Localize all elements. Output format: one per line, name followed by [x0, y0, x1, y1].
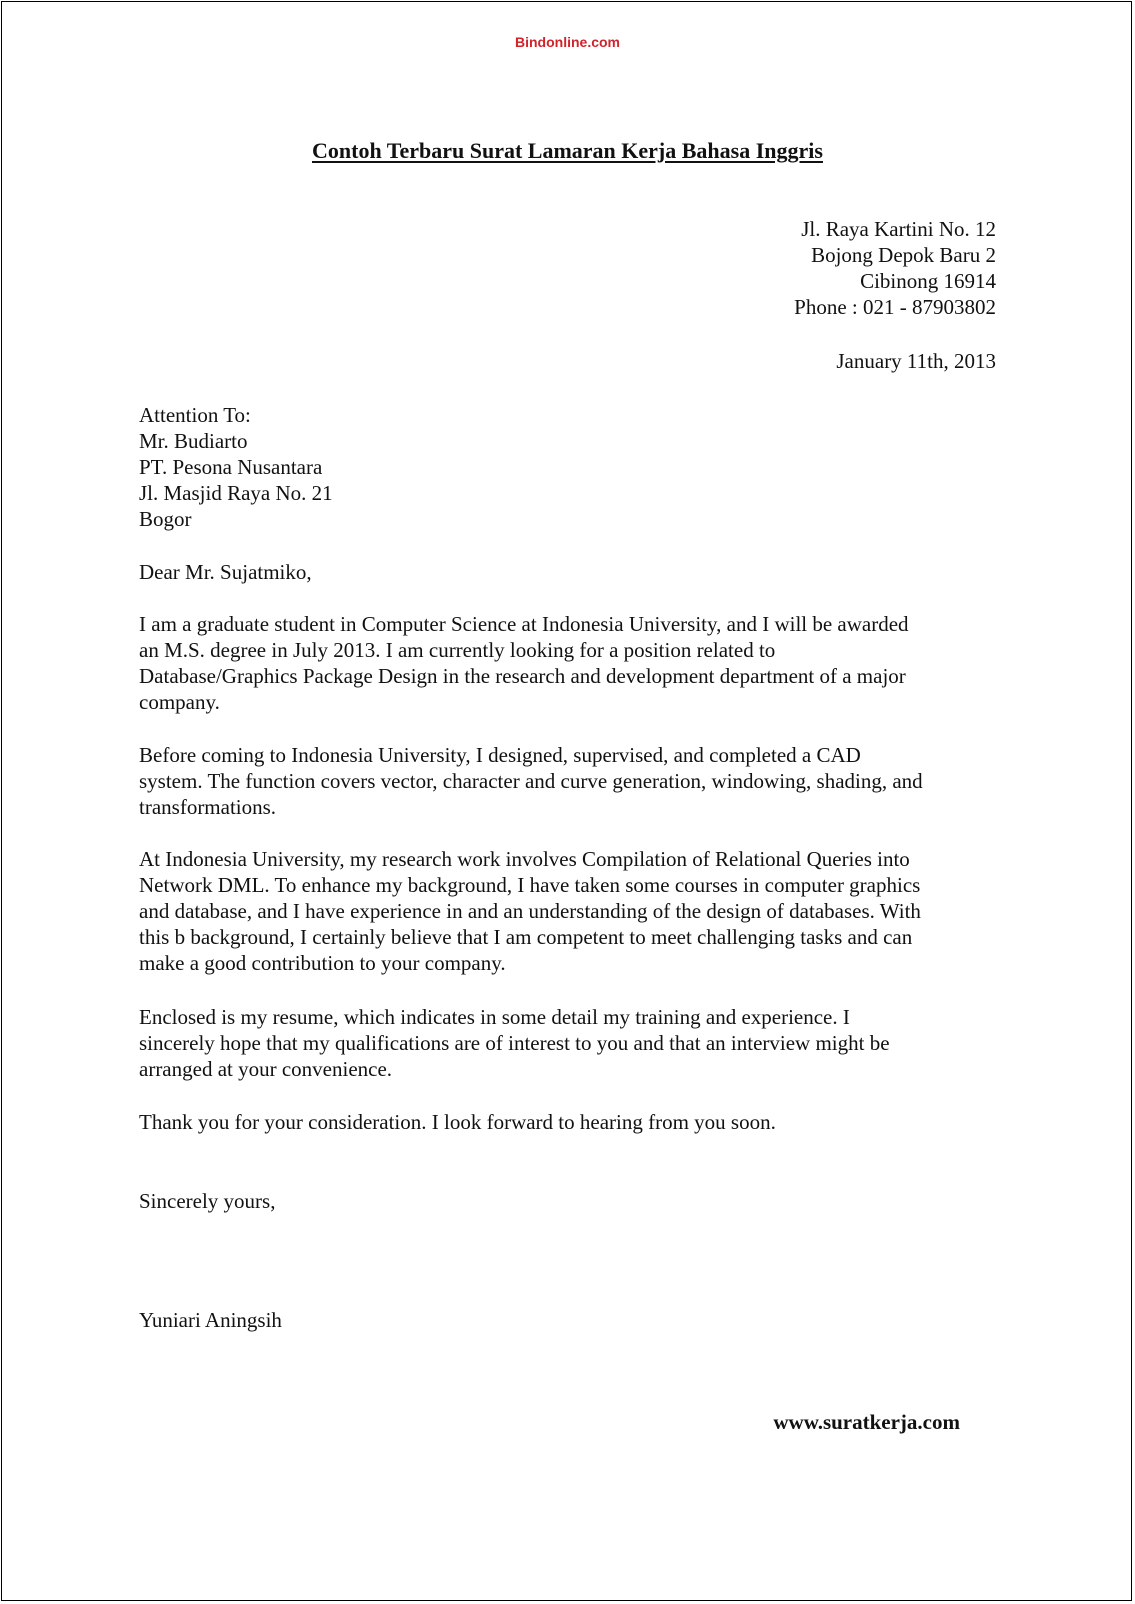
- recipient-attention: Attention To:: [139, 403, 251, 427]
- closing-phrase: Sincerely yours,: [139, 1189, 276, 1213]
- salutation: Dear Mr. Sujatmiko,: [139, 560, 312, 584]
- paragraph-line: and database, and I have experience in and an understanding of the design of databases. With: [139, 899, 921, 923]
- document-title: Contoh Terbaru Surat Lamaran Kerja Bahasa Inggris: [312, 138, 823, 163]
- body-paragraph: [139, 1004, 890, 1082]
- sender-address-line: Bojong Depok Baru 2: [811, 243, 996, 267]
- paragraph-line: Network DML. To enhance my background, I have taken some courses in computer graphics: [139, 873, 921, 897]
- sender-address-line: Jl. Raya Kartini No. 12: [801, 217, 996, 241]
- paragraph-line: arranged at your convenience.: [139, 1057, 393, 1081]
- paragraph-line: transformations.: [139, 795, 277, 819]
- body-paragraph: [139, 611, 909, 715]
- body-paragraph: [139, 742, 923, 820]
- body-paragraph: [139, 1109, 776, 1135]
- watermark-text: Bindonline.com: [515, 34, 620, 50]
- paragraph-line: Enclosed is my resume, which indicates in some detail my training and experience. I: [139, 1005, 850, 1029]
- paragraph-line: company.: [139, 690, 220, 714]
- paragraph-line: make a good contribution to your company.: [139, 951, 506, 975]
- paragraph-line: Database/Graphics Package Design in the research and development department of a major: [139, 664, 906, 688]
- paragraph-line: Thank you for your consideration. I look forward to hearing from you soon.: [139, 1110, 776, 1134]
- signature-name: Yuniari Aningsih: [139, 1308, 282, 1332]
- website-text: www.suratkerja.com: [773, 1410, 960, 1434]
- paragraph-line: this b background, I certainly believe that I am competent to meet challenging tasks and can: [139, 925, 913, 949]
- paragraph-line: At Indonesia University, my research work involves Compilation of Relational Queries into: [139, 847, 910, 871]
- sender-address-block: [794, 216, 996, 320]
- paragraph-line: an M.S. degree in July 2013. I am currently looking for a position related to: [139, 638, 776, 662]
- body-paragraph: [139, 846, 921, 976]
- recipient-name: Mr. Budiarto: [139, 429, 248, 453]
- letter-date: January 11th, 2013: [836, 349, 996, 373]
- paragraph-line: I am a graduate student in Computer Science at Indonesia University, and I will be awarded: [139, 612, 909, 636]
- paragraph-line: system. The function covers vector, character and curve generation, windowing, shading, and: [139, 769, 923, 793]
- paragraph-line: sincerely hope that my qualifications are of interest to you and that an interview might be: [139, 1031, 890, 1055]
- recipient-street: Jl. Masjid Raya No. 21: [139, 481, 333, 505]
- recipient-address-block: [139, 402, 333, 532]
- recipient-city: Bogor: [139, 507, 192, 531]
- sender-phone: Phone : 021 - 87903802: [794, 295, 996, 319]
- paragraph-line: Before coming to Indonesia University, I designed, supervised, and completed a CAD: [139, 743, 861, 767]
- sender-address-line: Cibinong 16914: [860, 269, 996, 293]
- recipient-company: PT. Pesona Nusantara: [139, 455, 323, 479]
